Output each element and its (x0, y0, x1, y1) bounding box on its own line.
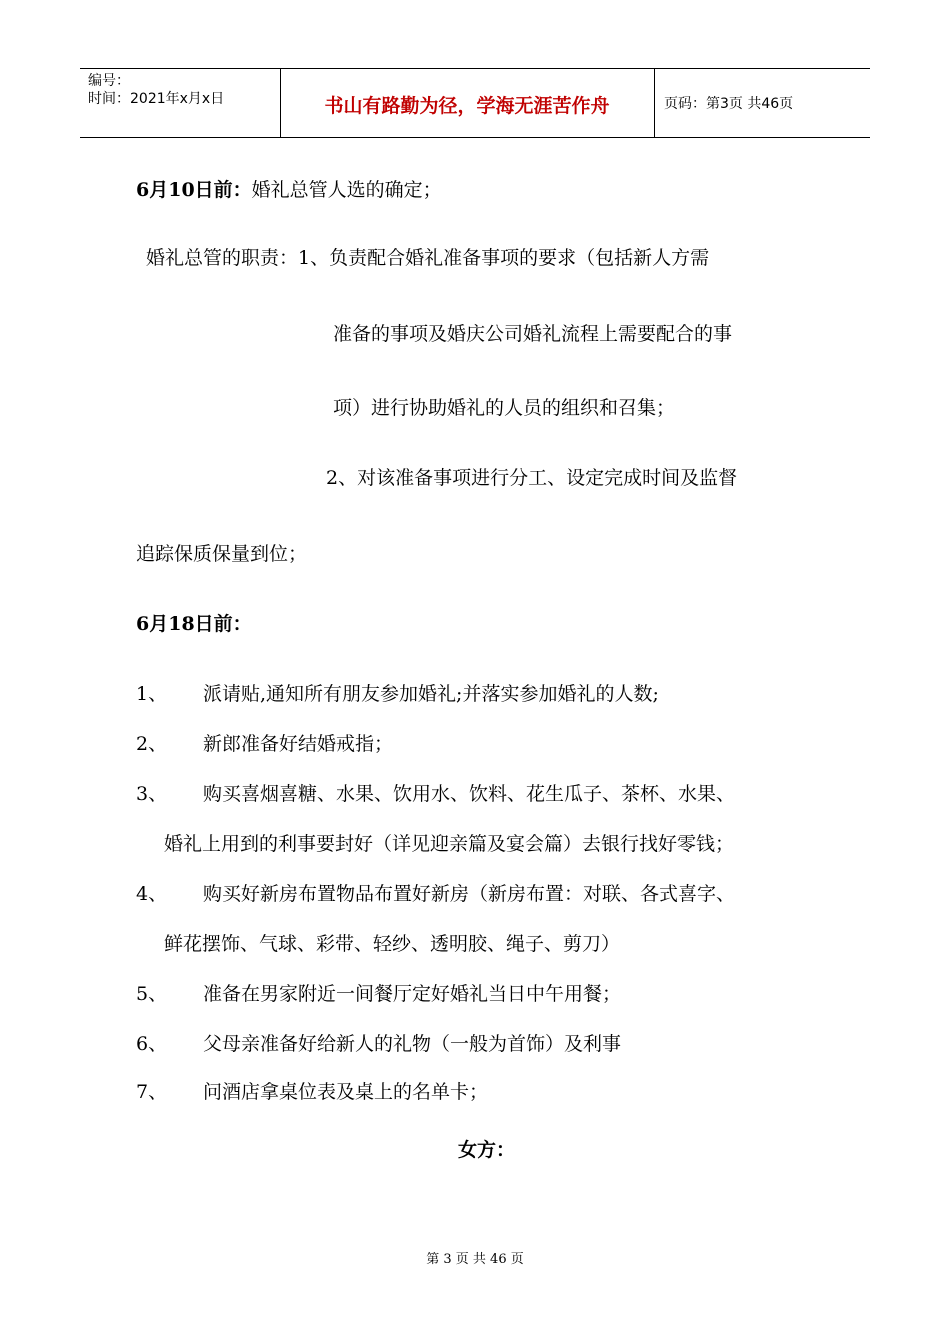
list-number: 3、 (136, 783, 168, 805)
list-number: 1、 (136, 683, 168, 705)
list-item-continued: 婚礼上用到的利事要封好（详见迎亲篇及宴会篇）去银行找好零钱； (164, 833, 735, 855)
list-number: 2、 (136, 733, 168, 755)
header-divider (654, 69, 655, 137)
section-text: 婚礼总管人选的确定； (251, 179, 442, 201)
list-item: 问酒店拿桌位表及桌上的名单卡； (203, 1081, 489, 1103)
duty-line-5: 追踪保质保量到位； (136, 543, 308, 565)
header-page-info: 页码：第3页 共46页 (664, 96, 794, 112)
list-item: 购买好新房布置物品布置好新房（新房布置：对联、各式喜字、 (203, 883, 736, 905)
duty-line-1: 婚礼总管的职责：1、负责配合婚礼准备事项的要求（包括新人方需 (146, 247, 710, 269)
section-june18-date: 6月18日前： (136, 613, 252, 635)
list-item-continued: 鲜花摆饰、气球、彩带、轻纱、透明胶、绳子、剪刀） (164, 933, 621, 955)
page-footer: 第 3 页 共 46 页 (426, 1252, 524, 1267)
header-motto: 书山有路勤为径，学海无涯苦作舟 (324, 95, 610, 117)
list-number: 6、 (136, 1033, 168, 1055)
list-item: 派请贴,通知所有朋友参加婚礼;并落实参加婚礼的人数; (203, 683, 659, 705)
header-date-label: 时间：2021年x月x日 (88, 91, 225, 107)
list-number: 5、 (136, 983, 168, 1005)
list-item: 购买喜烟喜糖、水果、饮用水、饮料、花生瓜子、茶杯、水果、 (203, 783, 736, 805)
list-item: 准备在男家附近一间餐厅定好婚礼当日中午用餐； (203, 983, 622, 1005)
bride-side-heading: 女方： (458, 1139, 516, 1161)
duty-line-2: 准备的事项及婚庆公司婚礼流程上需要配合的事 (333, 323, 733, 345)
duty-line-4: 2、对该准备事项进行分工、设定完成时间及监督 (326, 467, 738, 489)
list-number: 7、 (136, 1081, 168, 1103)
section-june10 (136, 178, 442, 202)
header-meta (88, 72, 224, 108)
duty-line-3: 项）进行协助婚礼的人员的组织和召集； (333, 397, 676, 419)
header-number-label: 编号： (88, 73, 130, 89)
list-item: 父母亲准备好给新人的礼物（一般为首饰）及利事 (203, 1033, 622, 1055)
list-number: 4、 (136, 883, 168, 905)
page-header (80, 68, 870, 138)
section-date: 6月10日前： (136, 179, 252, 201)
list-item: 新郎准备好结婚戒指； (203, 733, 394, 755)
